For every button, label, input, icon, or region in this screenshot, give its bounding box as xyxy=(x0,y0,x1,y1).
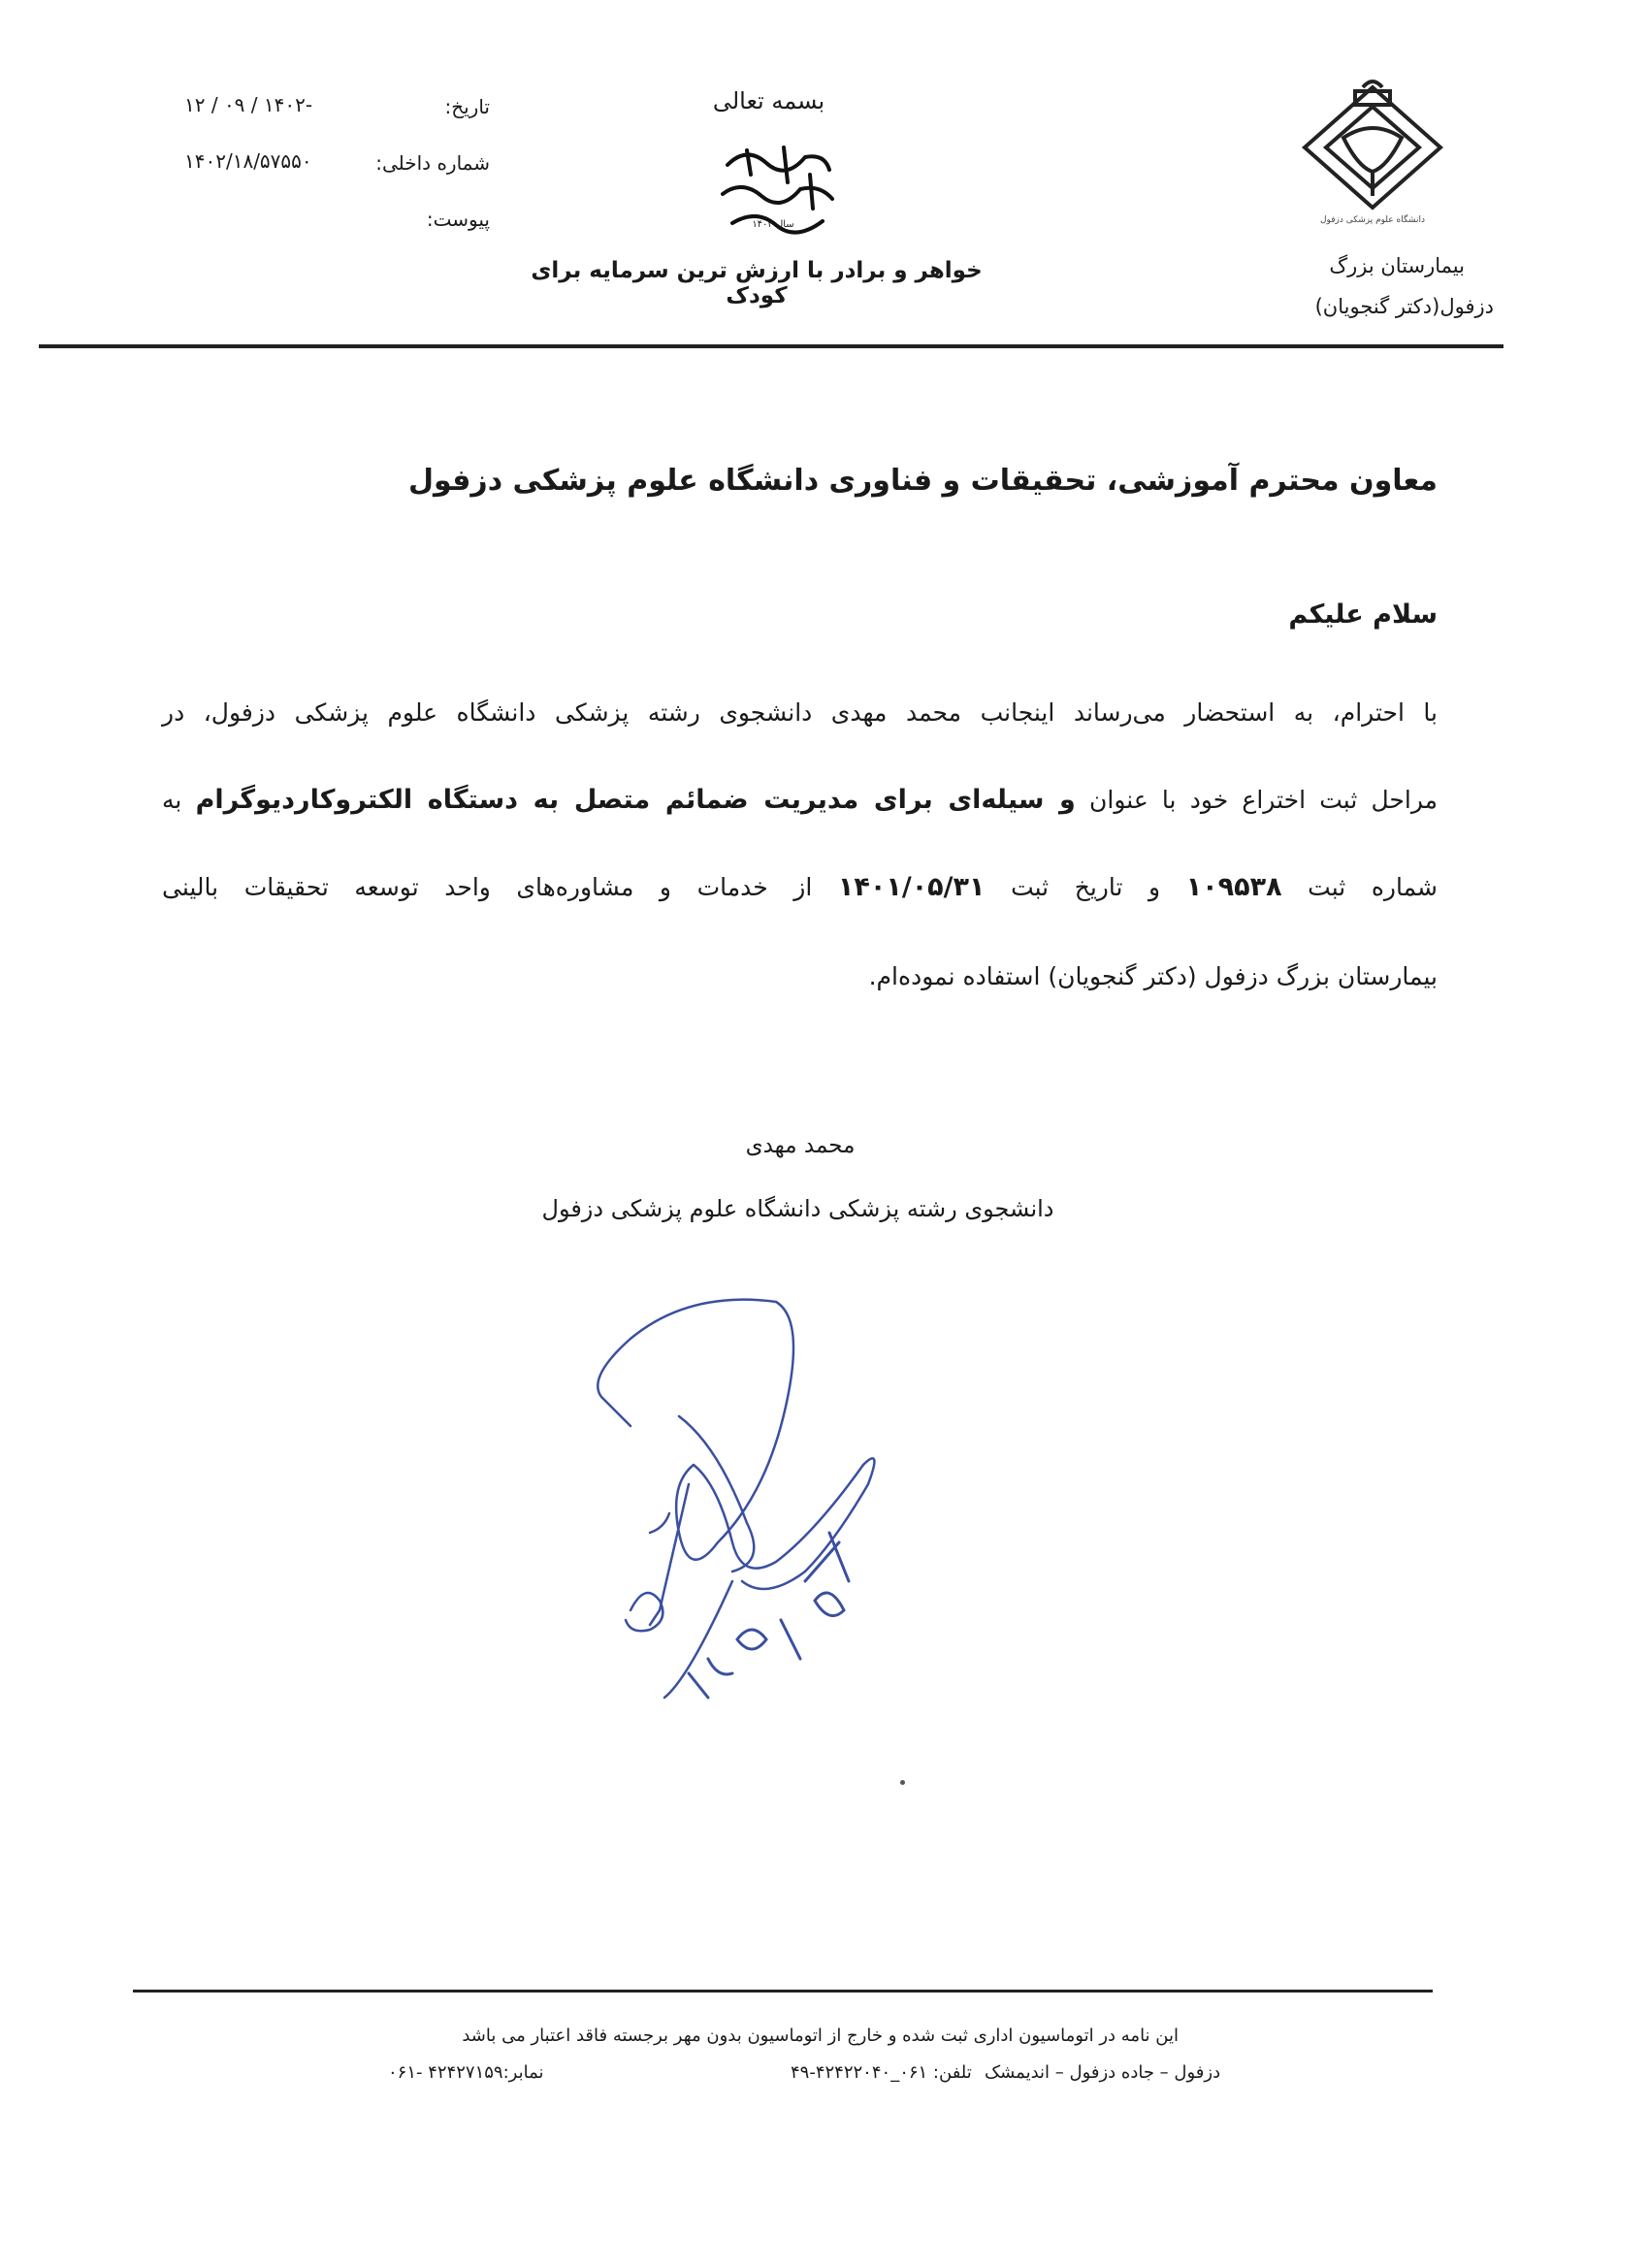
body-line-3-post: از خدمات و مشاوره‌های واحد توسعه تحقیقات بالینی xyxy=(162,873,838,901)
footer-phone: تلفن: ۰۶۱_۴۲۴۲۲۰۴۰-۴۹ xyxy=(791,2062,972,2083)
body-line-2-post: به xyxy=(162,786,196,814)
signatory-name: محمد مهدی xyxy=(745,1133,856,1158)
attachment-label: پیوست: xyxy=(426,208,490,231)
handwritten-signature xyxy=(572,1290,980,1746)
bismillah: بسمه تعالی xyxy=(712,87,825,114)
registration-date: ۱۴۰۱/۰۵/۳۱ xyxy=(837,872,986,902)
header-divider xyxy=(39,344,1504,348)
hospital-city: دزفول(دکتر گنجویان) xyxy=(1314,295,1494,318)
date-label: تاریخ: xyxy=(444,95,490,118)
body-line-4: بیمارستان بزرگ دزفول (دکتر گنجویان) استفاده نموده‌ام. xyxy=(868,962,1438,990)
date-value: ۱۲ / ۰۹ / ۱۴۰۲- xyxy=(184,93,313,116)
footer-address: دزفول – جاده دزفول – اندیمشک xyxy=(985,2062,1221,2083)
logo-caption: دانشگاه علوم پزشکی دزفول xyxy=(1320,215,1425,225)
addressee: معاون محترم آموزشی، تحقیقات و فناوری دانشگاه علوم پزشکی دزفول xyxy=(407,464,1438,498)
body-line-1: با احترام، به استحضار می‌رساند اینجانب محمد مهدی دانشجوی رشته پزشکی دانشگاه علوم پزشکی دزفول، در xyxy=(162,698,1438,727)
invention-title: و سیله‌ای برای مدیریت ضمائم متصل به دستگاه الکتروکاردیوگرام xyxy=(195,785,1076,815)
stray-dot xyxy=(900,1780,905,1785)
family-slogan: خواهر و برادر با ارزش ترین سرمایه برای کودک xyxy=(531,258,983,308)
internal-number-label: شماره داخلی: xyxy=(375,151,490,175)
hospital-logo xyxy=(1295,80,1450,235)
greeting: سلام علیکم xyxy=(1288,599,1438,630)
internal-number-value: ۱۴۰۲/۱۸/۵۷۵۵۰ xyxy=(184,149,312,173)
body-line-2 xyxy=(162,786,1438,815)
footer-divider xyxy=(133,1990,1433,1993)
body-line-3-mid: و تاریخ ثبت xyxy=(985,873,1186,901)
footer-fax: نمابر:۴۲۴۲۷۱۵۹ -۰۶۱ xyxy=(388,2062,544,2083)
footer-notice: این نامه در اتوماسیون اداری ثبت شده و خارج از اتوماسیون بدون مهر برجسته فاقد اعتبار می باشد xyxy=(462,2025,1179,2046)
registration-number: ۱۰۹۵۳۸ xyxy=(1185,872,1282,902)
body-line-3 xyxy=(162,873,1438,902)
hospital-name: بیمارستان بزرگ xyxy=(1329,254,1465,277)
motto-year: سال ۱۴۰۲ xyxy=(752,219,794,230)
body-line-2-pre: مراحل ثبت اختراع خود با عنوان xyxy=(1075,786,1439,814)
signatory-title: دانشجوی رشته پزشکی دانشگاه علوم پزشکی دزفول xyxy=(541,1195,1054,1222)
body-line-3-pre: شماره ثبت xyxy=(1281,873,1439,901)
